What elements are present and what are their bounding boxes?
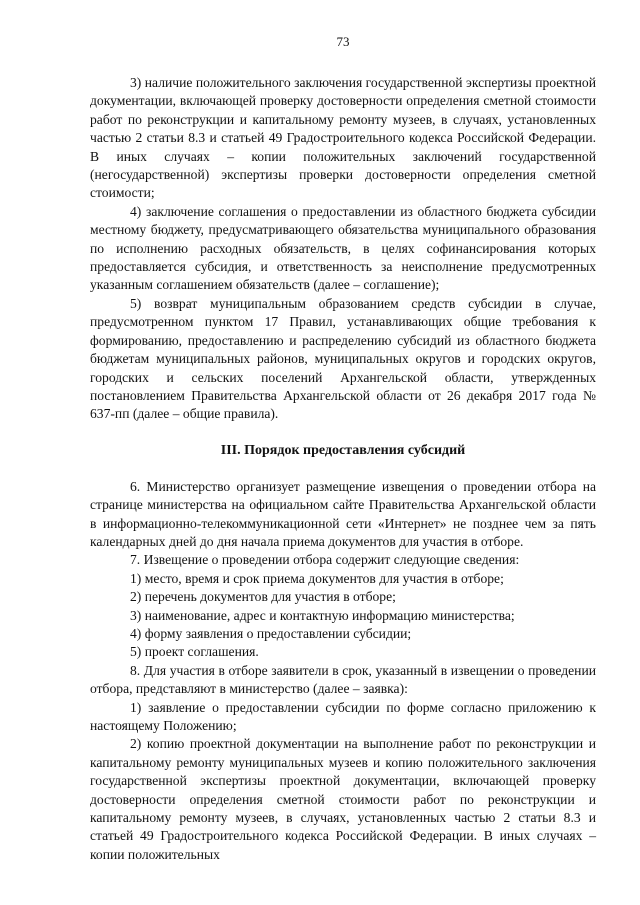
list-item-7-3: 3) наименование, адрес и контактную информацию министерства; <box>130 607 515 623</box>
paragraph-item-5: 5) возврат муниципальным образованием средств субсидии в случае, предусмотренном пунктом 17 Правил, устанавливающих общие требования к формированию, предоставлению и распределению субсидий из областного бюджета бюджетам муниципальных районов, муниципальных округов и городских округов, городских и сельских поселений Архангельской области, утвержденных постановлением Правительства Архангельской области от 26 декабря 2017 года № 637-пп (далее – общие правила). <box>90 295 596 422</box>
list-item-7-1: 1) место, время и срок приема документов для участия в отборе; <box>130 570 504 586</box>
page-number: 73 <box>336 34 350 49</box>
list-item-8-1: 1) заявление о предоставлении субсидии по форме согласно приложению к настоящему Положению; <box>90 699 596 733</box>
list-item-8-2: 2) копию проектной документации на выполнение работ по реконструкции и капитальному ремонту муниципальных музеев и копию положительного заключения государственной экспертизы проектной документации, включающей проверку достоверности определения сметной стоимости работ по реконструкции и капитальному ремонту музеев, в случаях, установленных частью 2 статьи 8.3 и статьей 49 Градостроительного кодекса Российской Федерации. В иных случаях – копии положительных <box>90 736 596 862</box>
paragraph-7: 7. Извещение о проведении отбора содержит следующие сведения: <box>130 552 520 568</box>
section-heading: III. Порядок предоставления субсидий <box>220 442 466 458</box>
paragraph-item-3: 3) наличие положительного заключения государственной экспертизы проектной документации, включающей проверку достоверности определения сметной стоимости работ по реконструкции и капитальному ремонту музеев, в случаях, установленных частью 2 статьи 8.3 и статьей 49 Градостроительного кодекса Российской Федерации. В иных случаях – копии положительных заключений государственной (негосударственной) экспертизы проверки достоверности определения сметной стоимости; <box>90 75 596 201</box>
list-item-7-2: 2) перечень документов для участия в отборе; <box>130 589 396 605</box>
paragraph-item-4: 4) заключение соглашения о предоставлении из областного бюджета субсидии местному бюджету, предусматривающего обязательства муниципального образования по исполнению расходных обязательств, в целях софинансирования которых предоставляется субсидия, и ответственность за неисполнение предусмотренных указанным соглашением обязательств (далее – соглашение); <box>90 203 596 293</box>
list-item-7-4: 4) форму заявления о предоставлении субсидии; <box>130 625 412 641</box>
document-page <box>90 0 596 864</box>
paragraph-6: 6. Министерство организует размещение извещения о проведении отбора на странице министерства на официальном сайте Правительства Архангельской области в информационно-телекоммуникационной сети «Интернет» не позднее чем за пять календарных дней до дня начала приема документов для участия в отборе. <box>90 478 596 549</box>
paragraph-8: 8. Для участия в отборе заявители в срок, указанный в извещении о проведении отбора, представляют в министерство (далее – заявка): <box>90 662 596 697</box>
list-item-7-5: 5) проект соглашения. <box>130 644 259 660</box>
